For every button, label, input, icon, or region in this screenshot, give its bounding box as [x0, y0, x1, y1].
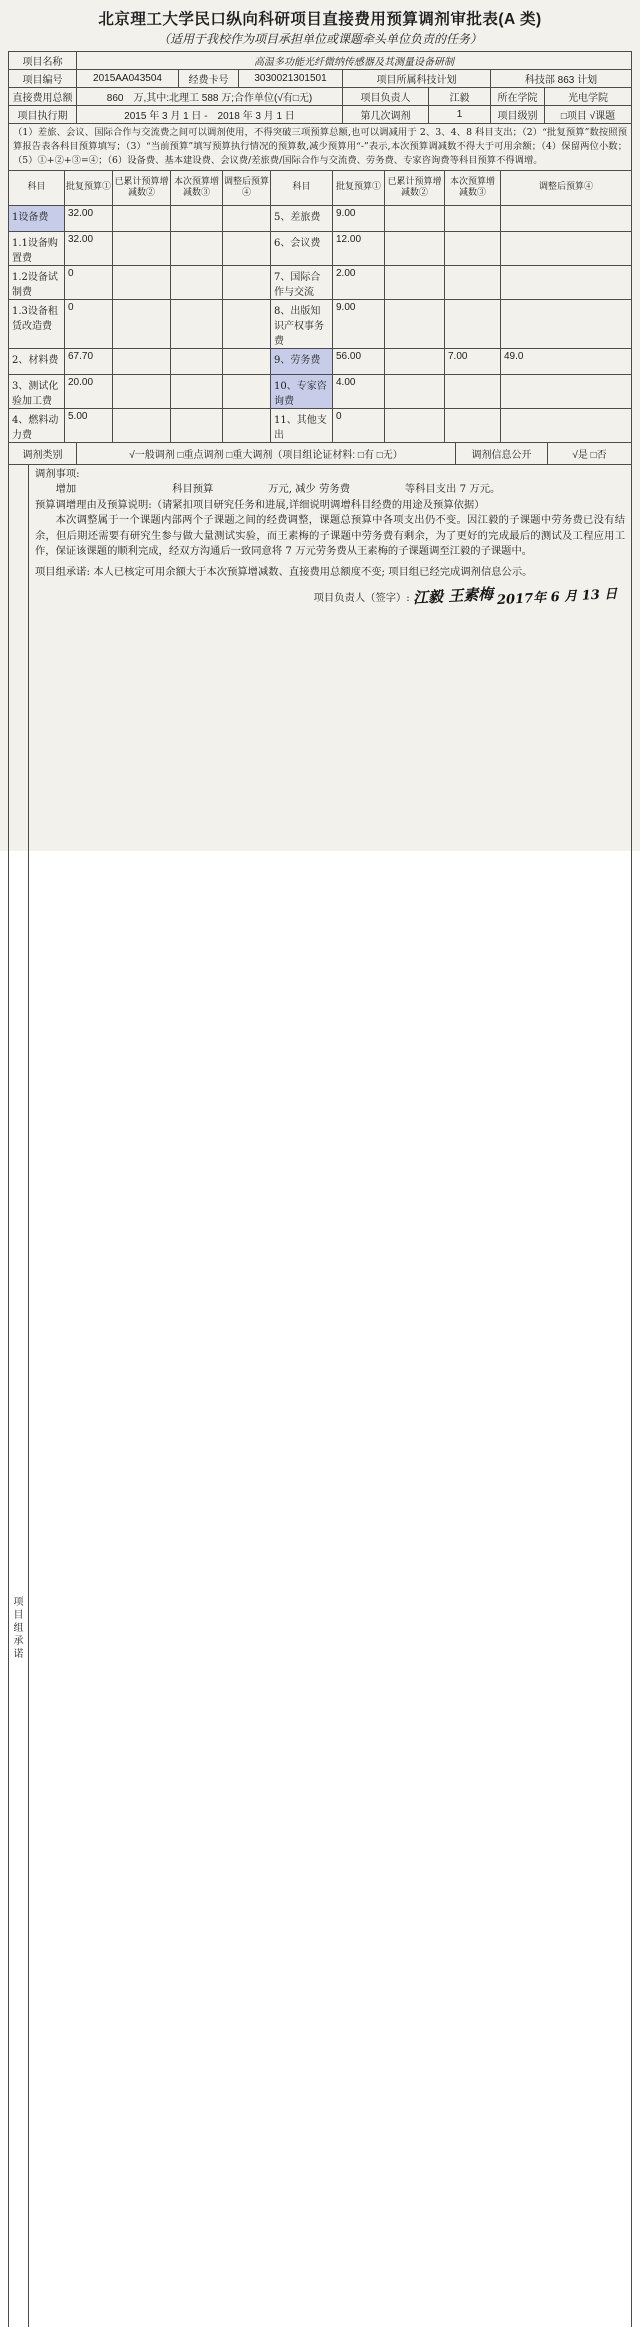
budget-value [113, 205, 171, 231]
budget-row [9, 231, 632, 265]
budget-row [9, 205, 632, 231]
budget-value [223, 299, 271, 348]
page-subtitle: （适用于我校作为项目承担单位或课题牵头单位负责的任务） [157, 32, 482, 46]
budget-value [171, 348, 223, 374]
page-title: 北京理工大学民口纵向科研项目直接费用预算调剂审批表(A 类) [98, 11, 542, 28]
category-table [8, 442, 632, 465]
notes-text: （1）差旅、会议、国际合作与交流费之间可以调剂使用，不得突破三项预算总额,也可以调减用于 2、3、4、8 科目支出；（2）“批复预算”数按照预算报告表各科目预算填写；（3）“当前预算”填写预算执行情况的预算数,减少预算用“-”表示,本次预算调减数不得大于可用余额；（4）保留两位小数；（5）①+②+③=④；（6）设备费、基本建设费、会议费/差旅费/国际合作与交流费、劳务费、专家咨询费等科目预算不得调增。 [9, 124, 632, 171]
budget-value [385, 205, 445, 231]
budget-value [171, 299, 223, 348]
category-value: √一般调剂 □重点调剂 □重大调剂（项目组论证材料: □有 □无） [77, 442, 456, 464]
budget-value [171, 265, 223, 299]
budget-subject: 1.2设备试制费 [9, 265, 65, 299]
budget-value [223, 408, 271, 442]
project-name-value: 高温多功能光纤微纳传感器及其测量设备研制 [77, 52, 632, 70]
budget-value: 32.00 [65, 231, 113, 265]
budget-value: 56.00 [333, 348, 385, 374]
public-label: 调剂信息公开 [456, 442, 548, 464]
period-value: 2015 年 3 月 1 日 - 2018 年 3 月 1 日 [77, 106, 343, 124]
budget-value [223, 374, 271, 408]
adjust-subject: 科目预算 [172, 483, 214, 496]
direct-cost-label: 直接费用总额 [9, 88, 77, 106]
leader-sign-label: 项目负责人（签字）: [313, 591, 410, 604]
adjust-amount: 等科目支出 7 万元。 [404, 483, 501, 496]
public-value: √是 □否 [548, 442, 632, 464]
budget-value [445, 374, 501, 408]
project-name-label: 项目名称 [9, 52, 77, 70]
budget-value [501, 231, 632, 265]
fund-card-value: 3030021301501 [239, 70, 343, 88]
budget-value [385, 408, 445, 442]
budget-value [445, 231, 501, 265]
budget-row [9, 265, 632, 299]
level-label: 项目级别 [491, 106, 545, 124]
budget-value [385, 299, 445, 348]
budget-row [9, 348, 632, 374]
budget-value: 20.00 [65, 374, 113, 408]
commitment-side-label: 项目组承诺 [11, 1595, 22, 1661]
leader-value: 江毅 [429, 88, 491, 106]
budget-value [113, 231, 171, 265]
budget-value [113, 374, 171, 408]
budget-subject: 1设备费 [9, 205, 65, 231]
budget-value: 5.00 [65, 408, 113, 442]
budget-table [8, 170, 632, 443]
budget-header-subject: 科目 [271, 170, 333, 205]
budget-value [113, 408, 171, 442]
budget-subject: 2、材料费 [9, 348, 65, 374]
budget-value [171, 231, 223, 265]
budget-value [445, 408, 501, 442]
budget-value [501, 265, 632, 299]
budget-header-current: 本次预算增减数③ [171, 170, 223, 205]
budget-header-accumulated: 已累计预算增减数② [113, 170, 171, 205]
leader-label: 项目负责人 [343, 88, 429, 106]
budget-value [501, 374, 632, 408]
budget-value [223, 231, 271, 265]
budget-header-adjusted: 调整后预算④ [223, 170, 271, 205]
budget-value [445, 205, 501, 231]
budget-value: 12.00 [333, 231, 385, 265]
budget-value [385, 374, 445, 408]
budget-value [223, 348, 271, 374]
budget-subject: 11、其他支出 [271, 408, 333, 442]
leader-signature: 江毅 王素梅 [412, 584, 494, 607]
budget-subject: 1.3设备租赁改造费 [9, 299, 65, 348]
budget-value: 0 [333, 408, 385, 442]
program-label: 项目所属科技计划 [343, 70, 491, 88]
budget-row [9, 374, 632, 408]
project-no-label: 项目编号 [9, 70, 77, 88]
budget-value [445, 265, 501, 299]
reason-label: 预算调增理由及预算说明:（请紧扣项目研究任务和进展,详细说明调增科目经费的用途及预算依据） [35, 498, 485, 511]
budget-subject: 8、出版知识产权事务费 [271, 299, 333, 348]
period-label: 项目执行期 [9, 106, 77, 124]
direct-cost-value: 860 万,其中:北理工 588 万;合作单位(√有□无) [77, 88, 343, 106]
category-label: 调剂类别 [9, 442, 77, 464]
budget-header-adjusted: 调整后预算④ [501, 170, 632, 205]
budget-header-accumulated: 已累计预算增减数② [385, 170, 445, 205]
budget-value: 0 [65, 299, 113, 348]
budget-value [501, 205, 632, 231]
notes-table [8, 123, 632, 171]
budget-value [171, 205, 223, 231]
program-value: 科技部 863 计划 [491, 70, 632, 88]
adjust-items-label: 调剂事项: [35, 467, 80, 480]
budget-value [113, 265, 171, 299]
leader-sign-date: 2017年 6 月 13 日 [496, 586, 618, 609]
budget-value [445, 299, 501, 348]
budget-value [501, 299, 632, 348]
budget-subject: 3、测试化验加工费 [9, 374, 65, 408]
budget-header-subject: 科目 [9, 170, 65, 205]
budget-value: 4.00 [333, 374, 385, 408]
budget-value: 67.70 [65, 348, 113, 374]
budget-value [113, 348, 171, 374]
budget-value [385, 265, 445, 299]
budget-subject: 10、专家咨询费 [271, 374, 333, 408]
budget-subject: 6、会议费 [271, 231, 333, 265]
budget-value: 9.00 [333, 205, 385, 231]
budget-subject: 9、劳务费 [271, 348, 333, 374]
leader-signature-line [35, 581, 625, 610]
budget-subject: 1.1设备购置费 [9, 231, 65, 265]
budget-value [223, 265, 271, 299]
budget-value [501, 408, 632, 442]
budget-value: 7.00 [445, 348, 501, 374]
budget-header-approved: 批复预算① [65, 170, 113, 205]
info-table [8, 51, 632, 124]
budget-value [113, 299, 171, 348]
budget-subject: 4、燃料动力费 [9, 408, 65, 442]
times-value: 1 [429, 106, 491, 124]
budget-subject: 5、差旅费 [271, 205, 333, 231]
budget-value [223, 205, 271, 231]
adjust-items-line [35, 482, 625, 497]
budget-value: 2.00 [333, 265, 385, 299]
college-label: 所在学院 [491, 88, 545, 106]
budget-subject: 7、国际合作与交流 [271, 265, 333, 299]
adjust-decrease: 万元, 减少 劳务费 [268, 483, 351, 496]
budget-row [9, 299, 632, 348]
budget-header-approved: 批复预算① [333, 170, 385, 205]
budget-header-current: 本次预算增减数③ [445, 170, 501, 205]
budget-value: 9.00 [333, 299, 385, 348]
commitment-table [8, 464, 632, 2327]
budget-value: 0 [65, 265, 113, 299]
budget-value [171, 408, 223, 442]
budget-value: 32.00 [65, 205, 113, 231]
budget-row [9, 408, 632, 442]
times-label: 第几次调剂 [343, 106, 429, 124]
budget-value [171, 374, 223, 408]
fund-card-label: 经费卡号 [179, 70, 239, 88]
promise-text: 项目组承诺: 本人已核定可用余额大于本次预算增减数、直接费用总额度不变; 项目组已经完成调剂信息公示。 [35, 566, 533, 579]
reason-text: 本次调整属于一个课题内部两个子课题之间的经费调整，课题总预算中各项支出仍不变。因江毅的子课题中劳务费已没有结余，但后期还需要有研究生参与做大量测试实验，而王素梅的子课题中劳务费有剩余，为了更好的完成最后的测试及工程应用工作，保证该课题的顺利完成，经双方沟通后一致同意将 7 万元劳务费从王素梅的子课题调至江毅的子课题中。 [35, 514, 625, 557]
commitment-body [29, 465, 631, 612]
budget-value: 49.0 [501, 348, 632, 374]
budget-header-row [9, 170, 632, 205]
project-no-value: 2015AA043504 [77, 70, 179, 88]
college-value: 光电学院 [545, 88, 632, 106]
budget-value [385, 231, 445, 265]
level-value: □项目 √课题 [545, 106, 632, 124]
adjust-increase: 增加 [55, 483, 77, 496]
budget-value [385, 348, 445, 374]
